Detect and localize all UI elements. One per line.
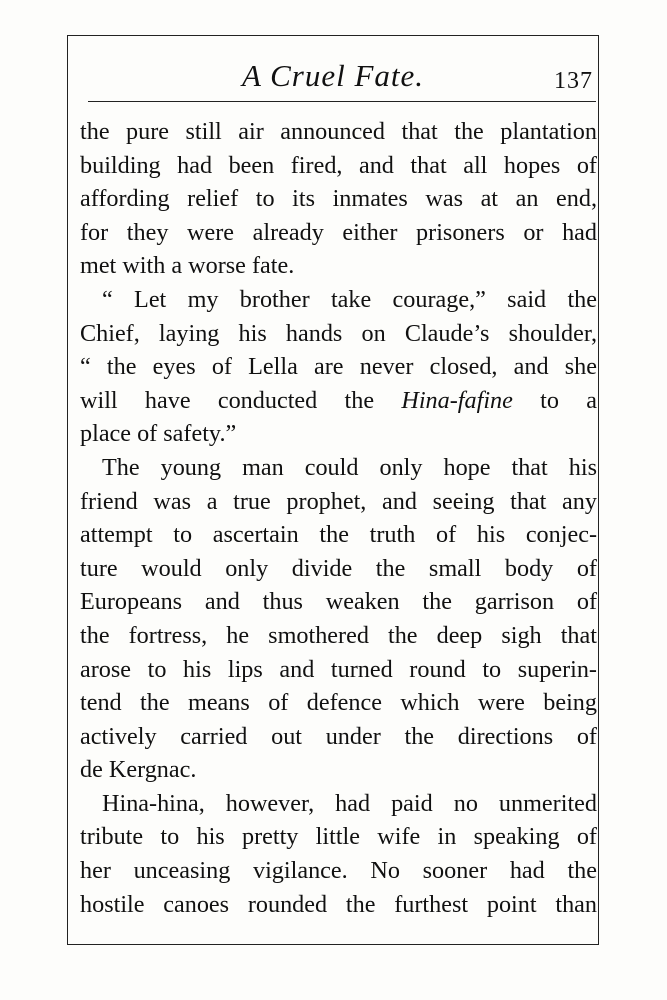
text-line: “ Let my brother take courage,” said the <box>102 285 597 313</box>
text-line: Chief, laying his hands on Claude’s shoulder, <box>80 319 597 347</box>
text-line: her unceasing vigilance. No sooner had the <box>80 857 597 885</box>
text-line: attempt to ascertain the truth of his conjec- <box>80 521 597 549</box>
text-line: building had been fired, and that all hopes of <box>80 151 597 179</box>
text-line: the fortress, he smothered the deep sigh that <box>80 621 597 649</box>
paragraph <box>80 283 597 451</box>
text-segment: will have conducted the <box>80 386 402 414</box>
text-line: met with a worse fate. <box>80 252 295 280</box>
paragraph <box>80 451 597 787</box>
text-segment: to a <box>512 386 597 414</box>
text-line: hostile canoes rounded the furthest point than <box>80 890 597 918</box>
text-line: for they were already either prisoners or had <box>80 218 597 246</box>
text-line: “ the eyes of Lella are never closed, and she <box>80 353 597 381</box>
text-line: the pure still air announced that the plantation <box>80 118 597 145</box>
text-line: arose to his lips and turned round to superin- <box>80 655 597 683</box>
text-line: tend the means of defence which were being <box>80 689 597 717</box>
text-line: tribute to his pretty little wife in speaking of <box>80 823 597 851</box>
text-line: Hina-hina, however, had paid no unmerited <box>102 789 597 817</box>
text-line: The young man could only hope that his <box>102 453 597 481</box>
text-line: actively carried out under the directions of <box>80 722 597 750</box>
running-head <box>67 52 599 100</box>
text-line: Europeans and thus weaken the garrison of <box>80 588 597 616</box>
text-line: place of safety.” <box>80 420 237 448</box>
running-title: A Cruel Fate. <box>241 58 425 93</box>
text-line <box>80 384 597 418</box>
italic-term: Hina-fafine <box>401 386 513 414</box>
text-line: affording relief to its inmates was at an end, <box>80 185 597 213</box>
text-line: ture would only divide the small body of <box>80 554 597 582</box>
text-line: friend was a true prophet, and seeing that any <box>80 487 597 515</box>
text-line: de Kergnac. <box>80 756 197 784</box>
page-number: 137 <box>554 68 593 94</box>
header-rule <box>88 101 596 102</box>
paragraph <box>80 115 597 283</box>
body-text <box>80 115 597 921</box>
paragraph <box>80 787 597 921</box>
